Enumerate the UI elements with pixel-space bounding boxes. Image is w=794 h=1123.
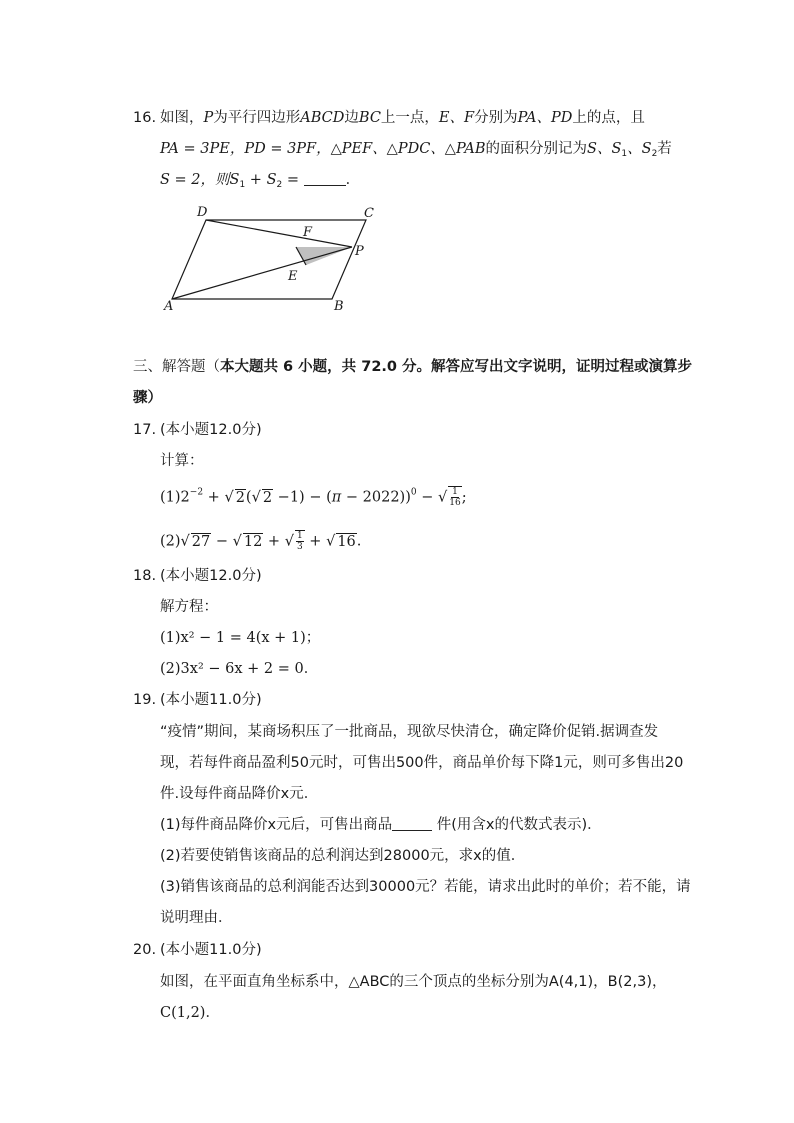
q19-part-3-cont: 说明理由． [160,910,233,926]
q16-text: P [203,110,214,126]
label-c: C [364,206,374,221]
question-number-20: 20. [133,942,157,958]
section-heading-text: 本大题共 6 小题，共 72.0 分。解答应写出文字说明，证明过程或演算步 [220,359,693,375]
q19-part-3: (3)销售该商品的总利润能否达到30000元？若能，请求出此时的单价；若不能，请 [160,879,691,895]
answer-blank[interactable] [392,816,432,831]
q16-text: + S [245,172,277,188]
q18-part-2: (2)3x² − 6x + 2 = 0． [160,661,319,677]
label-a: A [164,299,174,314]
section-heading-text: 三、解答题（ [133,359,220,375]
q19-text: (1)每件商品降价x元后，可售出商品 [160,817,393,833]
q16-text: △PEF、△PDC、△PAB [330,141,486,157]
q16-text: 1 [239,180,246,190]
q16-text: S、S [587,141,622,157]
q19-part-2: (2)若要使销售该商品的总利润达到28000元，求x的值． [160,848,526,864]
q16-text: 若 [657,141,672,157]
section-heading-cont: 骤） [133,390,162,406]
q16-text: 为平行四边形 [213,110,301,126]
label-f: F [303,225,313,240]
q18-part-1: (1)x² − 1 = 4(x + 1)； [160,630,321,646]
q19-text: 件(用含x的代数式表示)． [432,817,602,833]
label-d: D [197,205,208,220]
q16-text: PA、PD [517,110,573,126]
q19-line-1: “疫情”期间，某商场积压了一批商品，现欲尽快清仓，确定降价促销.据调查发 [160,724,659,740]
q16-line-1 [160,108,645,128]
q19-line-2: 现，若每件商品盈利50元时，可售出500件，商品单价每下降1元，则可多售出20 [160,755,684,771]
q17-part-1: $(1)2^{-2}$ + √ 2(√ 2 −1) − (π − 2022))$^0$ − √ $\frac{1}{16}$ ; [160,487,467,508]
q16-text: 的面积分别记为 [485,141,588,157]
q16-text: BC [358,110,381,126]
q18-prompt: 解方程： [160,599,218,615]
section-heading [133,357,692,377]
q16-text: 分别为 [474,110,518,126]
question-number-19: 19. [133,692,157,708]
label-p: P [355,244,364,259]
question-number-17: 17. [133,422,157,438]
q20-points: (本小题11.0分) [160,942,262,958]
question-number-16: 16. [133,110,157,126]
q17-part-2: (2)√ 27 − √ 12 + √ $\frac{1}{3}$ + √ 16. [160,531,362,552]
q19-points: (本小题11.0分) [160,692,262,708]
q20-line-1: 如图，在平面直角坐标系中，△ABC的三个顶点的坐标分别为A(4,1)，B(2,3)， [160,974,667,990]
q16-text: 1 [621,149,628,159]
q19-part-1 [160,815,602,835]
q16-text: PA = 3PE，PD = 3PF， [160,141,331,157]
q16-text: = [282,172,304,188]
q16-text: 上一点， [380,110,439,126]
q16-text: 如图， [160,110,204,126]
q16-text: E、F [438,110,475,126]
q20-line-2: C(1,2)． [160,1005,220,1021]
q18-points: (本小题12.0分) [160,568,262,584]
q16-text: 边 [344,110,359,126]
q19-line-3: 件.设每件商品降价x元． [160,786,319,802]
question-number-18: 18. [133,568,157,584]
q17-prompt: 计算： [160,453,204,469]
segment-ap [172,247,352,299]
label-b: B [334,299,344,314]
q16-text: ABCD [300,110,345,126]
q16-text: 上的点，且 [572,110,645,126]
answer-blank[interactable] [304,171,346,186]
q16-text: S = 2，则S [160,172,240,188]
segment-dp [206,220,352,247]
q16-text: 2 [651,149,658,159]
label-e: E [288,269,298,284]
q16-text: ． [345,172,361,188]
q17-part-label: (1) [160,489,181,506]
q17-part-label: (2) [160,533,181,550]
q16-line-3 [160,170,360,190]
q16-text: 、S [627,141,652,157]
q16-text: 2 [276,180,283,190]
q17-points: (本小题12.0分) [160,422,262,438]
q16-line-2 [160,139,672,159]
parallelogram-figure [160,200,390,315]
